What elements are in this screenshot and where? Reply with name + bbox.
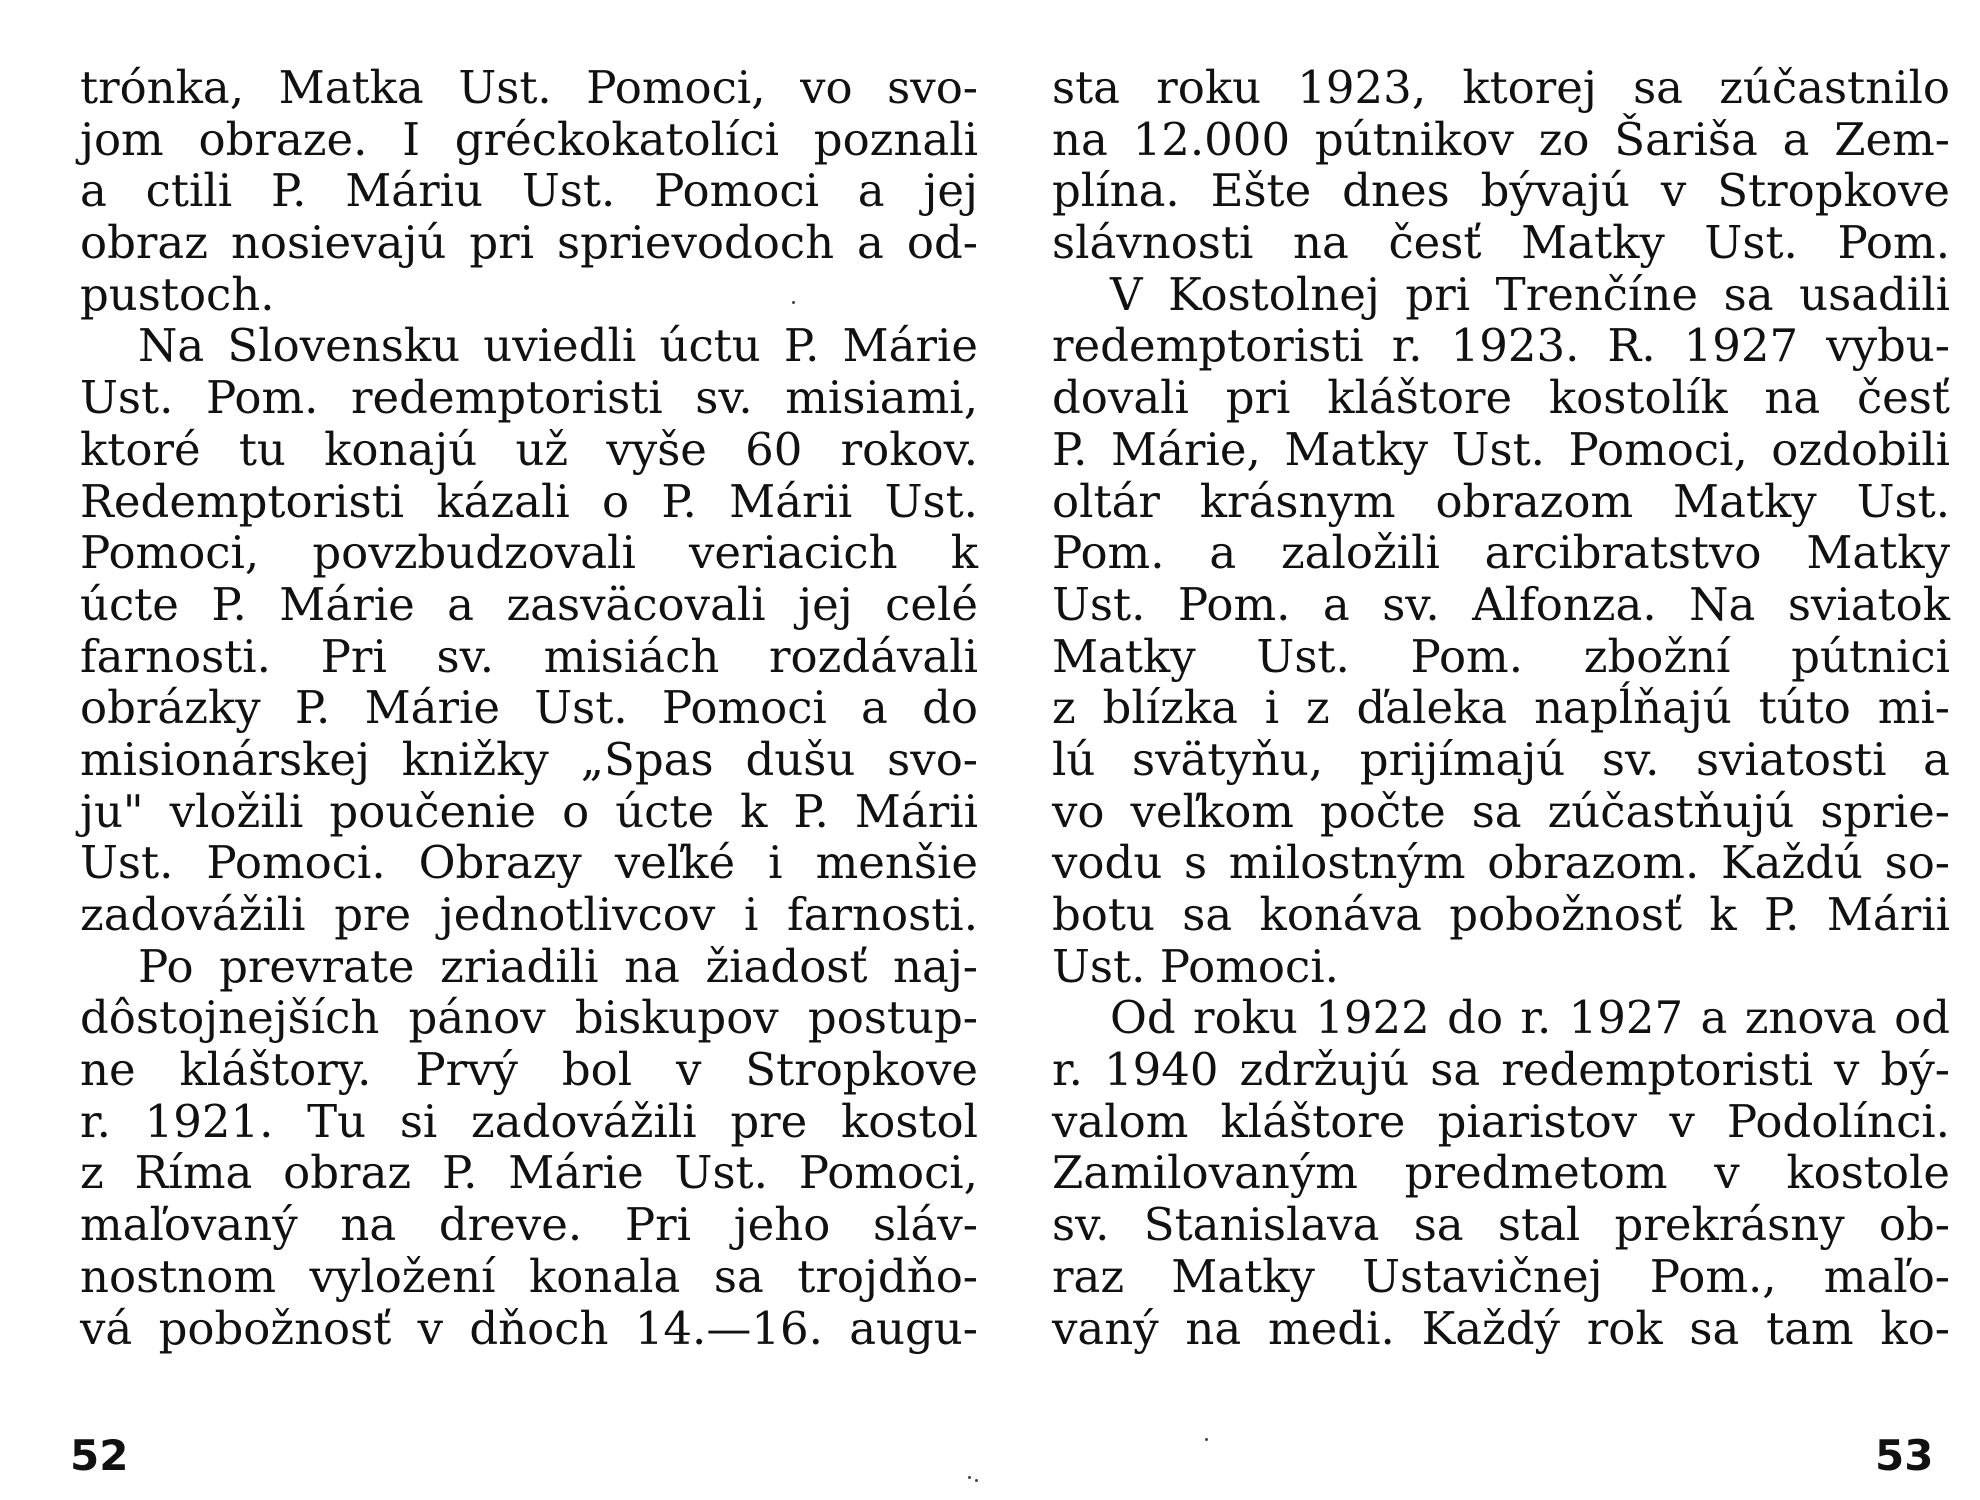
right-line-3: plína. Ešte dnes bývajú v Stropkove: [1052, 164, 1950, 218]
left-line-15: ju" vložili poučenie o úcte k P. Márii: [80, 784, 978, 838]
right-line-6: redemptoristi r. 1923. R. 1927 vybu-: [1052, 319, 1950, 373]
right-line-21: valom kláštore piaristov v Podolínci.: [1052, 1094, 1950, 1148]
page-number-left: 52: [70, 1431, 129, 1480]
right-line-11: Ust. Pom. a sv. Alfonza. Na sviatok: [1052, 577, 1950, 631]
right-line-1: sta roku 1923, ktorej sa zúčastnilo: [1052, 61, 1950, 114]
left-line-3: a ctili P. Máriu Ust. Pomoci a jej: [80, 164, 978, 218]
right-line-15: vo veľkom počte sa zúčastňujú sprie-: [1052, 784, 1950, 838]
right-line-19: Od roku 1922 do r. 1927 a znova od: [1110, 991, 1950, 1045]
left-line-11: úcte P. Márie a zasväcovali jej celé: [80, 577, 978, 631]
right-line-8: P. Márie, Matky Ust. Pomoci, ozdobili: [1052, 422, 1950, 476]
right-line-4: slávnosti na česť Matky Ust. Pom.: [1052, 216, 1950, 270]
right-line-12: Matky Ust. Pom. zbožní pútnici: [1052, 629, 1950, 683]
left-line-19: dôstojnejších pánov biskupov postup-: [80, 991, 978, 1045]
left-line-5: pustoch.: [80, 267, 275, 321]
right-line-20: r. 1940 zdržujú sa redemptoristi v bý-: [1052, 1043, 1950, 1097]
right-line-14: lú svätyňu, prijímajú sv. sviatosti a: [1052, 732, 1950, 786]
right-line-24: raz Matky Ustavičnej Pom., maľo-: [1052, 1249, 1950, 1303]
print-speck: [1205, 1438, 1208, 1441]
left-line-6: Na Slovensku uviedli úctu P. Márie: [138, 319, 978, 373]
right-line-5: V Kostolnej pri Trenčíne sa usadili: [1110, 267, 1950, 321]
left-line-17: zadovážili pre jednotlivcov i farnosti.: [80, 888, 978, 941]
right-line-10: Pom. a založili arcibratstvo Matky: [1052, 526, 1950, 580]
right-line-16: vodu s milostným obrazom. Každú so-: [1052, 836, 1950, 890]
left-page: [80, 62, 978, 1354]
left-line-7: Ust. Pom. redemptoristi sv. misiami,: [80, 371, 978, 425]
right-line-9: oltár krásnym obrazom Matky Ust.: [1052, 474, 1950, 528]
left-line-10: Pomoci, povzbudzovali veriacich k: [80, 526, 978, 580]
left-line-25: vá pobožnosť v dňoch 14.—16. augu-: [80, 1301, 978, 1355]
print-speck: [968, 1476, 971, 1479]
left-line-8: ktoré tu konajú už vyše 60 rokov.: [80, 422, 978, 476]
right-line-2: na 12.000 pútnikov zo Šariša a Zem-: [1052, 112, 1950, 166]
print-speck: [975, 1479, 978, 1482]
left-line-1: trónka, Matka Ust. Pomoci, vo svo-: [80, 61, 978, 114]
left-line-24: nostnom vyložení konala sa trojdňo-: [80, 1249, 978, 1303]
right-line-25: vaný na medi. Každý rok sa tam ko-: [1052, 1301, 1950, 1355]
left-line-13: obrázky P. Márie Ust. Pomoci a do: [80, 681, 978, 735]
right-line-22: Zamilovaným predmetom v kostole: [1052, 1146, 1950, 1200]
left-line-22: z Ríma obraz P. Márie Ust. Pomoci,: [80, 1146, 978, 1200]
left-line-4: obraz nosievajú pri sprievodoch a od-: [80, 216, 978, 270]
right-line-17: botu sa konáva pobožnosť k P. Márii: [1052, 888, 1950, 941]
left-line-14: misionárskej knižky „Spas dušu svo-: [80, 732, 978, 786]
page-number-right: 53: [1875, 1431, 1934, 1480]
print-speck: [792, 301, 795, 304]
right-page: [1052, 62, 1950, 1354]
right-line-18: Ust. Pomoci.: [1052, 939, 1339, 993]
right-line-7: dovali pri kláštore kostolík na česť: [1052, 371, 1950, 425]
left-line-2: jom obraze. I gréckokatolíci poznali: [80, 112, 978, 166]
left-line-12: farnosti. Pri sv. misiách rozdávali: [80, 629, 978, 683]
left-line-23: maľovaný na dreve. Pri jeho sláv-: [80, 1198, 978, 1252]
right-line-23: sv. Stanislava sa stal prekrásny ob-: [1052, 1198, 1950, 1252]
left-line-9: Redemptoristi kázali o P. Márii Ust.: [80, 474, 978, 528]
left-line-16: Ust. Pomoci. Obrazy veľké i menšie: [80, 836, 978, 890]
left-line-18: Po prevrate zriadili na žiadosť naj-: [138, 939, 978, 993]
left-line-20: ne kláštory. Prvý bol v Stropkove: [80, 1043, 978, 1097]
right-line-13: z blízka i z ďaleka napĺňajú túto mi-: [1052, 681, 1950, 735]
left-line-21: r. 1921. Tu si zadovážili pre kostol: [80, 1094, 978, 1148]
